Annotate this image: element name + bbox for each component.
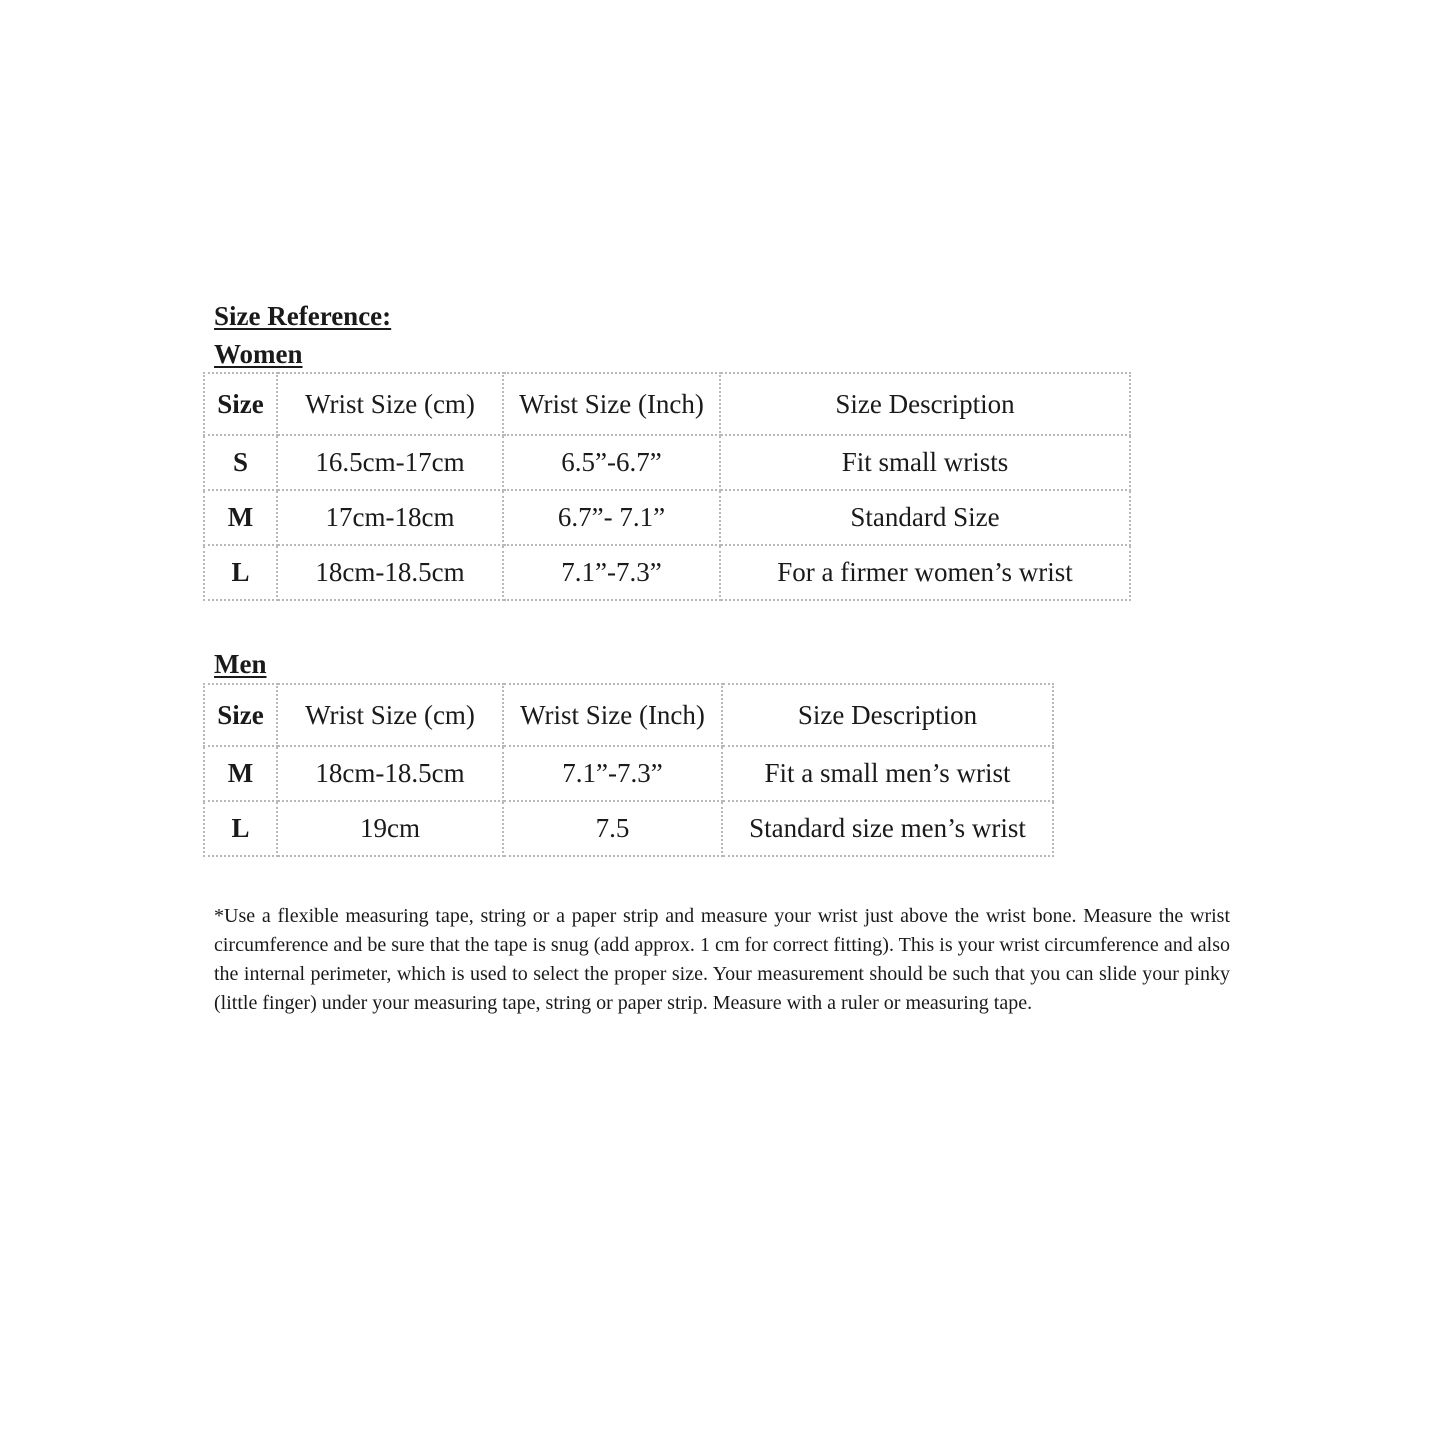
- header-wrist-cm: Wrist Size (cm): [277, 684, 503, 746]
- men-heading: Men: [214, 649, 267, 679]
- table-row: [204, 490, 1130, 545]
- measuring-note: *Use a flexible measuring tape, string or a paper strip and measure your wrist just above the wrist bone. Measure the wrist circumference and be sure that the tape is snug (add approx. 1 cm for correct fitting). This is your wrist circumference and also the internal perimeter, which is used to select the proper size. Your measurement should be such that you can slide your pinky (little finger) under your measuring tape, string or paper strip. Measure with a ruler or measuring tape.: [214, 905, 1230, 1014]
- wrist-cm-cell: 18cm-18.5cm: [277, 545, 503, 600]
- size-cell: S: [204, 435, 277, 490]
- wrist-inch-cell: 7.1”-7.3”: [503, 746, 722, 801]
- wrist-inch-cell: 6.5”-6.7”: [503, 435, 720, 490]
- page-title: Size Reference:: [214, 301, 392, 331]
- header-description: Size Description: [720, 373, 1130, 435]
- table-row: [204, 545, 1130, 600]
- size-cell: M: [204, 746, 277, 801]
- table-row: [204, 435, 1130, 490]
- table-row: [204, 746, 1053, 801]
- wrist-cm-cell: 17cm-18cm: [277, 490, 503, 545]
- header-wrist-inch: Wrist Size (Inch): [503, 373, 720, 435]
- wrist-cm-cell: 16.5cm-17cm: [277, 435, 503, 490]
- women-size-table: [203, 372, 1131, 601]
- header-wrist-inch: Wrist Size (Inch): [503, 684, 722, 746]
- header-wrist-cm: Wrist Size (cm): [277, 373, 503, 435]
- table-row: [204, 801, 1053, 856]
- size-cell: M: [204, 490, 277, 545]
- table-header-row: [204, 373, 1130, 435]
- size-cell: L: [204, 545, 277, 600]
- description-cell: Fit small wrists: [720, 435, 1130, 490]
- women-heading: Women: [214, 339, 303, 369]
- header-size: Size: [204, 684, 277, 746]
- header-size: Size: [204, 373, 277, 435]
- wrist-cm-cell: 18cm-18.5cm: [277, 746, 503, 801]
- wrist-inch-cell: 7.5: [503, 801, 722, 856]
- description-cell: Fit a small men’s wrist: [722, 746, 1053, 801]
- header-description: Size Description: [722, 684, 1053, 746]
- description-cell: For a firmer women’s wrist: [720, 545, 1130, 600]
- table-header-row: [204, 684, 1053, 746]
- wrist-inch-cell: 6.7”- 7.1”: [503, 490, 720, 545]
- wrist-cm-cell: 19cm: [277, 801, 503, 856]
- men-size-table: [203, 683, 1054, 857]
- size-cell: L: [204, 801, 277, 856]
- description-cell: Standard size men’s wrist: [722, 801, 1053, 856]
- description-cell: Standard Size: [720, 490, 1130, 545]
- wrist-inch-cell: 7.1”-7.3”: [503, 545, 720, 600]
